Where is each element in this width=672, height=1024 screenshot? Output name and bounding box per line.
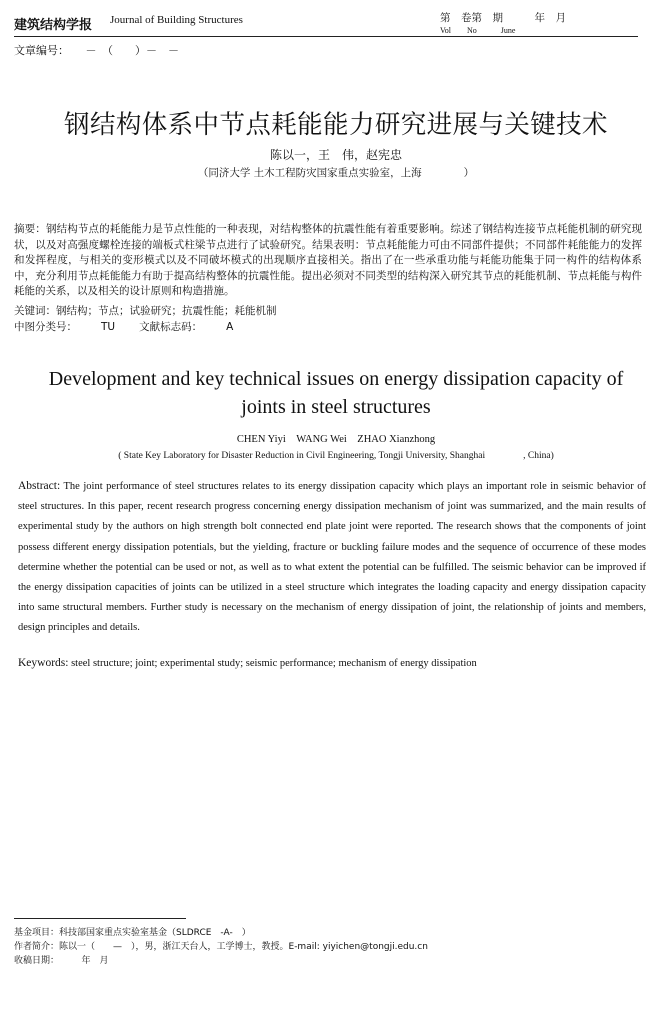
doc-value: A (226, 321, 234, 333)
article-number: 文章编号： － （ ）－ － (14, 44, 179, 57)
footnote-rule (14, 918, 186, 919)
keywords-en-label: Keywords: (18, 657, 69, 669)
issue-subline: Vol No June (440, 26, 516, 35)
journal-name-en: Journal of Building Structures (110, 14, 243, 26)
affiliation-en: ( State Key Laboratory for Disaster Reduction in Civil Engineering, Tongji University, Shanghai , China) (118, 451, 554, 461)
classification-zh (14, 319, 257, 334)
clc-label: 中图分类号： (14, 321, 77, 333)
doc-label: 文献标志码： (139, 321, 203, 333)
affiliation-zh: （同济大学 土木工程防灾国家重点实验室，上海 ） (197, 167, 475, 179)
journal-name-zh: 建筑结构学报 (14, 18, 93, 33)
keywords-zh-label: 关键词： (14, 305, 56, 317)
footnote-fund: 基金项目：科技部国家重点实验室基金（SLDRCE -A- ） (14, 928, 251, 938)
keywords-zh (14, 303, 277, 318)
issue-info (440, 10, 660, 36)
keywords-zh-text: 钢结构；节点；试验研究；抗震性能；耗能机制 (56, 305, 277, 317)
doc-code (139, 321, 233, 333)
abstract-zh-label: 摘要： (14, 223, 46, 235)
footnote-received: 收稿日期： 年 月 (14, 956, 109, 966)
keywords-en-text: steel structure; joint; experimental study; seismic performance; mechanism of energy dissipation (71, 658, 477, 669)
authors-en: CHEN Yiyi WANG Wei ZHAO Xianzhong (236, 434, 436, 445)
clc-number (14, 321, 115, 333)
authors-zh: 陈以一，王 伟，赵宪忠 (269, 148, 402, 162)
abstract-en-text: The joint performance of steel structures relates to its energy dissipation capacity which plays an important role in seismic behavior of steel structures. In this paper, recent research progress concerning energy dissipation mechanism of joint was summarized, and the main results of experimental study by the authors on high strength bolt connected end plate joint were reported. The research shows that the components of joint possess different energy dissipation potentials, but the yielding, fracture or buckling failure modes and the sequence of occurrence of these modes determine whether the potential can be used or not, as well as to what extent the potential can be fulfilled. The seismic behavior can be improved if the energy dissipation capacities of joints can be utilized in a steel structure which integrates the loading capacity and energy dissipation capacity into same structural members. Further study is necessary on the mechanism of energy dissipation of joint, the relationship of joints and members, design principles and details. (18, 481, 647, 634)
abstract-en-label: Abstract: (18, 480, 61, 492)
abstract-zh-text: 钢结构节点的耗能能力是节点性能的一种表现，对结构整体的抗震性能有着重要影响。综述了钢结构连接节点耗能机制的研究现状，以及对高强度螺栓连接的端板式柱梁节点进行了试验研究。结果表明：节点耗能能力可由不同部件提供；不同部件耗能能力的发挥和发挥程度，与相关的变形模式以及不同破坏模式的出现顺序直接相关。指出了在一些承重功能与耗能功能集于同一构件的结构体系中，充分利用节点耗能能力有助于提高结构整体的抗震性能。提出必须对不同类型的结构深入研究其节点的耗能机制、节点耗能与构件耗能的关系，以及相关的设计原则和构造措施。 (14, 223, 643, 298)
abstract-en (18, 476, 646, 639)
abstract-zh (14, 222, 642, 300)
keywords-en (18, 657, 477, 669)
issue-line: 第 卷第 期 年 月 (440, 12, 566, 24)
footnote-author: 作者简介：陈以一（ — ），男，浙江天台人，工学博士，教授。E-mail: yiyichen@tongji.edu.cn (14, 942, 428, 952)
clc-value: TU (101, 321, 116, 333)
paper-title-zh: 钢结构体系中节点耗能能力研究进展与关键技术 (64, 110, 608, 140)
header-rule (14, 36, 638, 37)
paper-title-en: Development and key technical issues on energy dissipation capacity of joints in steel structures (48, 368, 624, 418)
